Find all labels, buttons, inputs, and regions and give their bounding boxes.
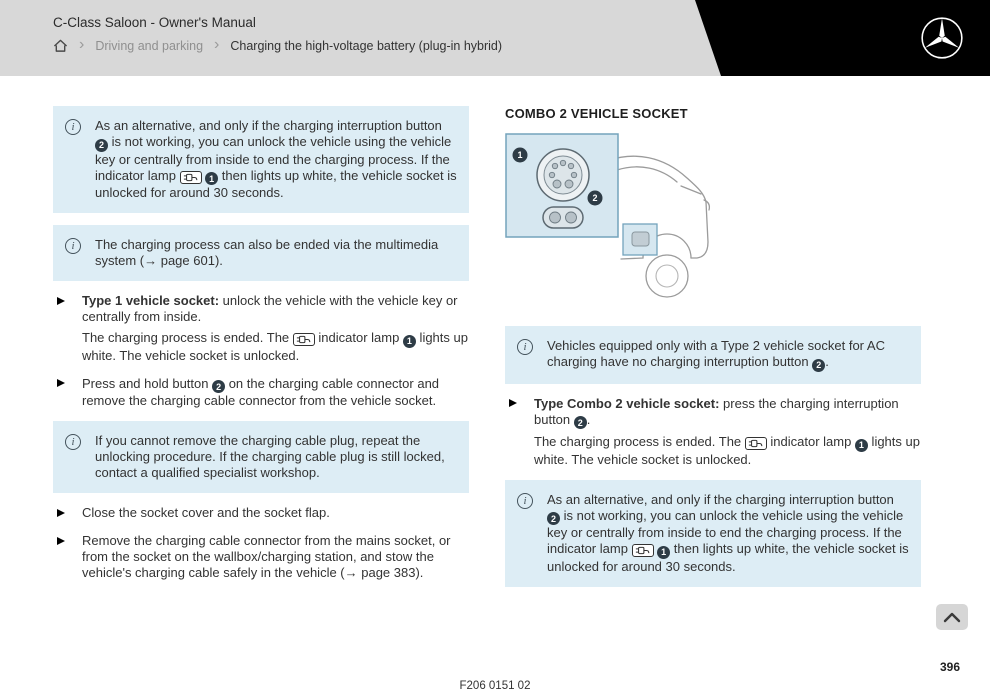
bullet-arrow-icon: [57, 297, 65, 305]
circled-number-icon: 2: [812, 359, 825, 372]
info-text: The charging process can also be ended via the multimedia system (→ page 601).: [95, 237, 439, 268]
indicator-lamp-icon: [745, 437, 767, 450]
bullet-arrow-icon: [57, 537, 65, 545]
manual-title: C-Class Saloon - Owner's Manual: [53, 15, 256, 30]
instruction-text: Remove the charging cable connector from the mains socket, or from the socket on the wallbox/charging station, and stow the vehicle's charging cable safely in the vehicle (→ page 383).: [82, 533, 451, 580]
combo2-socket-figure: [505, 130, 921, 312]
info-box-multimedia-end: [53, 225, 469, 281]
circled-number-icon: 2: [95, 139, 108, 152]
info-icon: i: [65, 119, 81, 135]
home-icon[interactable]: [53, 39, 68, 53]
info-text: As an alternative, and only if the charging interruption button 2 is not working, you can unlock the vehicle using the vehicle key or centrally from inside to end the charging process. If the indicator lamp 1 then lights up white, the vehicle socket is unlocked for around 30 seconds.: [547, 491, 909, 574]
info-box-alternative-unlock: [53, 106, 469, 213]
header: [0, 0, 990, 76]
info-icon: i: [517, 493, 533, 509]
circled-number-icon: 2: [574, 416, 587, 429]
circled-number-icon: 1: [657, 546, 670, 559]
figure-code: F206 0151 02: [459, 680, 531, 692]
info-box-alternative-unlock-combo2: [505, 480, 921, 587]
info-box-type2-no-button: [505, 326, 921, 384]
info-text: Vehicles equipped only with a Type 2 vehicle socket for AC charging have no charging interruption button 2 .: [547, 338, 885, 370]
instruction-combo2-socket: [505, 396, 921, 468]
svg-text:2: 2: [592, 193, 598, 204]
info-icon: i: [65, 434, 81, 450]
circled-number-icon: 1: [403, 335, 416, 348]
indicator-lamp-icon: [180, 171, 202, 184]
instruction-text: Type Combo 2 vehicle socket: press the charging interruption button 2 .: [534, 395, 899, 428]
content-area: [0, 76, 990, 599]
instruction-text: Press and hold button 2 on the charging cable connector and remove the charging cable connector from the vehicle socket.: [82, 375, 440, 408]
info-text: If you cannot remove the charging cable plug, repeat the unlocking procedure. If the charging cable plug is still locked, contact a qualified specialist workshop.: [95, 433, 445, 480]
bullet-arrow-icon: [57, 379, 65, 387]
mercedes-logo-icon: [918, 14, 966, 62]
bullet-arrow-icon: [509, 399, 517, 407]
instruction-press-hold-button: [53, 376, 469, 410]
instruction-result-text: The charging process is ended. The indicator lamp 1 lights up white. The vehicle socket is unlocked.: [82, 330, 468, 363]
svg-text:1: 1: [517, 150, 523, 161]
page-number: 396: [939, 660, 960, 674]
figure-marker-2: [588, 191, 603, 206]
info-icon: i: [65, 238, 81, 254]
figure-marker-1: [513, 148, 528, 163]
breadcrumb-current-page: Charging the high-voltage battery (plug-in hybrid): [230, 39, 503, 53]
indicator-lamp-icon: [632, 544, 654, 557]
right-column: [505, 106, 921, 599]
circled-number-icon: 2: [547, 512, 560, 525]
bullet-arrow-icon: [57, 509, 65, 517]
instruction-type1-socket: [53, 293, 469, 364]
instruction-close-cover: [53, 505, 469, 521]
breadcrumb-link-section[interactable]: Driving and parking: [95, 39, 204, 53]
info-icon: i: [517, 339, 533, 355]
chevron-up-icon: [943, 611, 961, 623]
scroll-to-top-button[interactable]: [936, 604, 968, 630]
section-heading: COMBO 2 VEHICLE SOCKET: [505, 106, 688, 121]
left-column: [53, 106, 469, 599]
info-box-cannot-remove-plug: [53, 421, 469, 493]
indicator-lamp-icon: [293, 333, 315, 346]
circled-number-icon: 1: [855, 439, 868, 452]
circled-number-icon: 1: [205, 172, 218, 185]
info-text: As an alternative, and only if the charging interruption button 2 is not working, you can unlock the vehicle using the vehicle key or centrally from inside to end the charging process. If the indicator lamp 1 then lights up white, the vehicle socket is unlocked for around 30 seconds.: [95, 118, 457, 200]
header-black-wedge: [695, 0, 990, 76]
chevron-right-icon: ›: [79, 36, 85, 53]
instruction-remove-cable: [53, 533, 469, 581]
chevron-right-icon: ›: [214, 36, 220, 53]
instruction-text: Close the socket cover and the socket flap.: [82, 505, 330, 520]
instruction-result-text: The charging process is ended. The indicator lamp 1 lights up white. The vehicle socket is unlocked.: [534, 434, 920, 467]
instruction-text: Type 1 vehicle socket: unlock the vehicle with the vehicle key or centrally from inside.: [82, 293, 458, 324]
circled-number-icon: 2: [212, 380, 225, 393]
vehicle-socket-illustration: [505, 130, 715, 308]
